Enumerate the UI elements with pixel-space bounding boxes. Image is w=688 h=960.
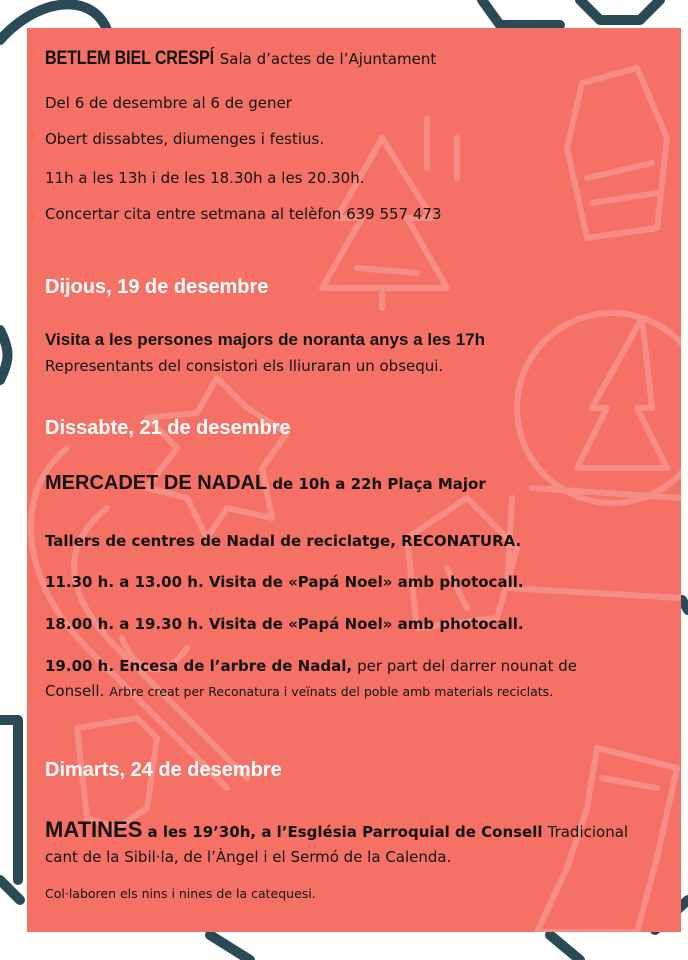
betlem-venue: Sala d’actes de l’Ajuntament: [219, 50, 437, 68]
tree-lighting-rest: per part del darrer nounat de: [357, 657, 577, 675]
betlem-hours: 11h a les 13h i de les 18.30h a les 20.30h.: [45, 169, 365, 187]
betlem-dates: Del 6 de desembre al 6 de gener: [45, 94, 292, 112]
market-title: MERCADET DE NADAL: [45, 472, 268, 494]
day1-heading: Dijous, 19 de desembre: [45, 276, 269, 298]
snow-globe-icon: [507, 313, 681, 598]
betlem-heading-line: [45, 48, 436, 70]
matines-detail: a les 19’30h, a l’Església Parroquial de Consell: [147, 823, 543, 841]
matines-line: [45, 817, 628, 843]
matines-title: MATINES: [45, 817, 143, 842]
market-detail: de 10h a 22h Plaça Major: [272, 475, 486, 493]
tree-note: Arbre creat per Reconatura i veïnats del poble amb materials reciclats.: [109, 684, 554, 699]
day2-heading: Dissabte, 21 de desembre: [45, 417, 291, 439]
mitten-icon: [567, 68, 667, 238]
gingerbread-man-icon: [147, 378, 287, 538]
mitten-icon: [580, 0, 660, 20]
santa-visit-2: 18.00 h. a 19.30 h. Visita de «Papá Noel» amb photocall.: [45, 615, 524, 633]
day3-heading: Dimarts, 24 de desembre: [45, 759, 282, 781]
day1-gift: Representants del consistori els lliuraran un obsequi.: [45, 357, 444, 375]
matines-collab: Col·laboren els nins i nines de la catequesi.: [45, 886, 316, 901]
matines-detail-2: Tradicional: [547, 823, 629, 841]
day1-visit: Visita a les persones majors de noranta anys a les 17h: [45, 330, 486, 349]
matines-line-2: cant de la Sibil·la, de l’Àngel i el Sermó de la Calenda.: [45, 848, 452, 866]
market-line: [45, 472, 486, 495]
ornament-icon: [407, 498, 517, 628]
tree-lighting-bold: 19.00 h. Encesa de l’arbre de Nadal,: [45, 657, 353, 675]
tree-lighting-line: [45, 656, 577, 675]
tree-lighting-line-2: [45, 681, 553, 700]
betlem-open: Obert dissabtes, diumenges i festius.: [45, 130, 325, 148]
betlem-contact: Concertar cita entre setmana al telèfon 639 557 473: [45, 205, 442, 223]
santa-visit-1: 11.30 h. a 13.00 h. Visita de «Papá Noel» amb photocall.: [45, 573, 524, 591]
tree-town: Consell.: [45, 682, 105, 700]
workshops: Tallers de centres de Nadal de reciclatge, RECONATURA.: [45, 532, 522, 550]
event-panel: [27, 28, 681, 932]
betlem-title: BETLEM BIEL CRESPÍ: [45, 48, 214, 69]
